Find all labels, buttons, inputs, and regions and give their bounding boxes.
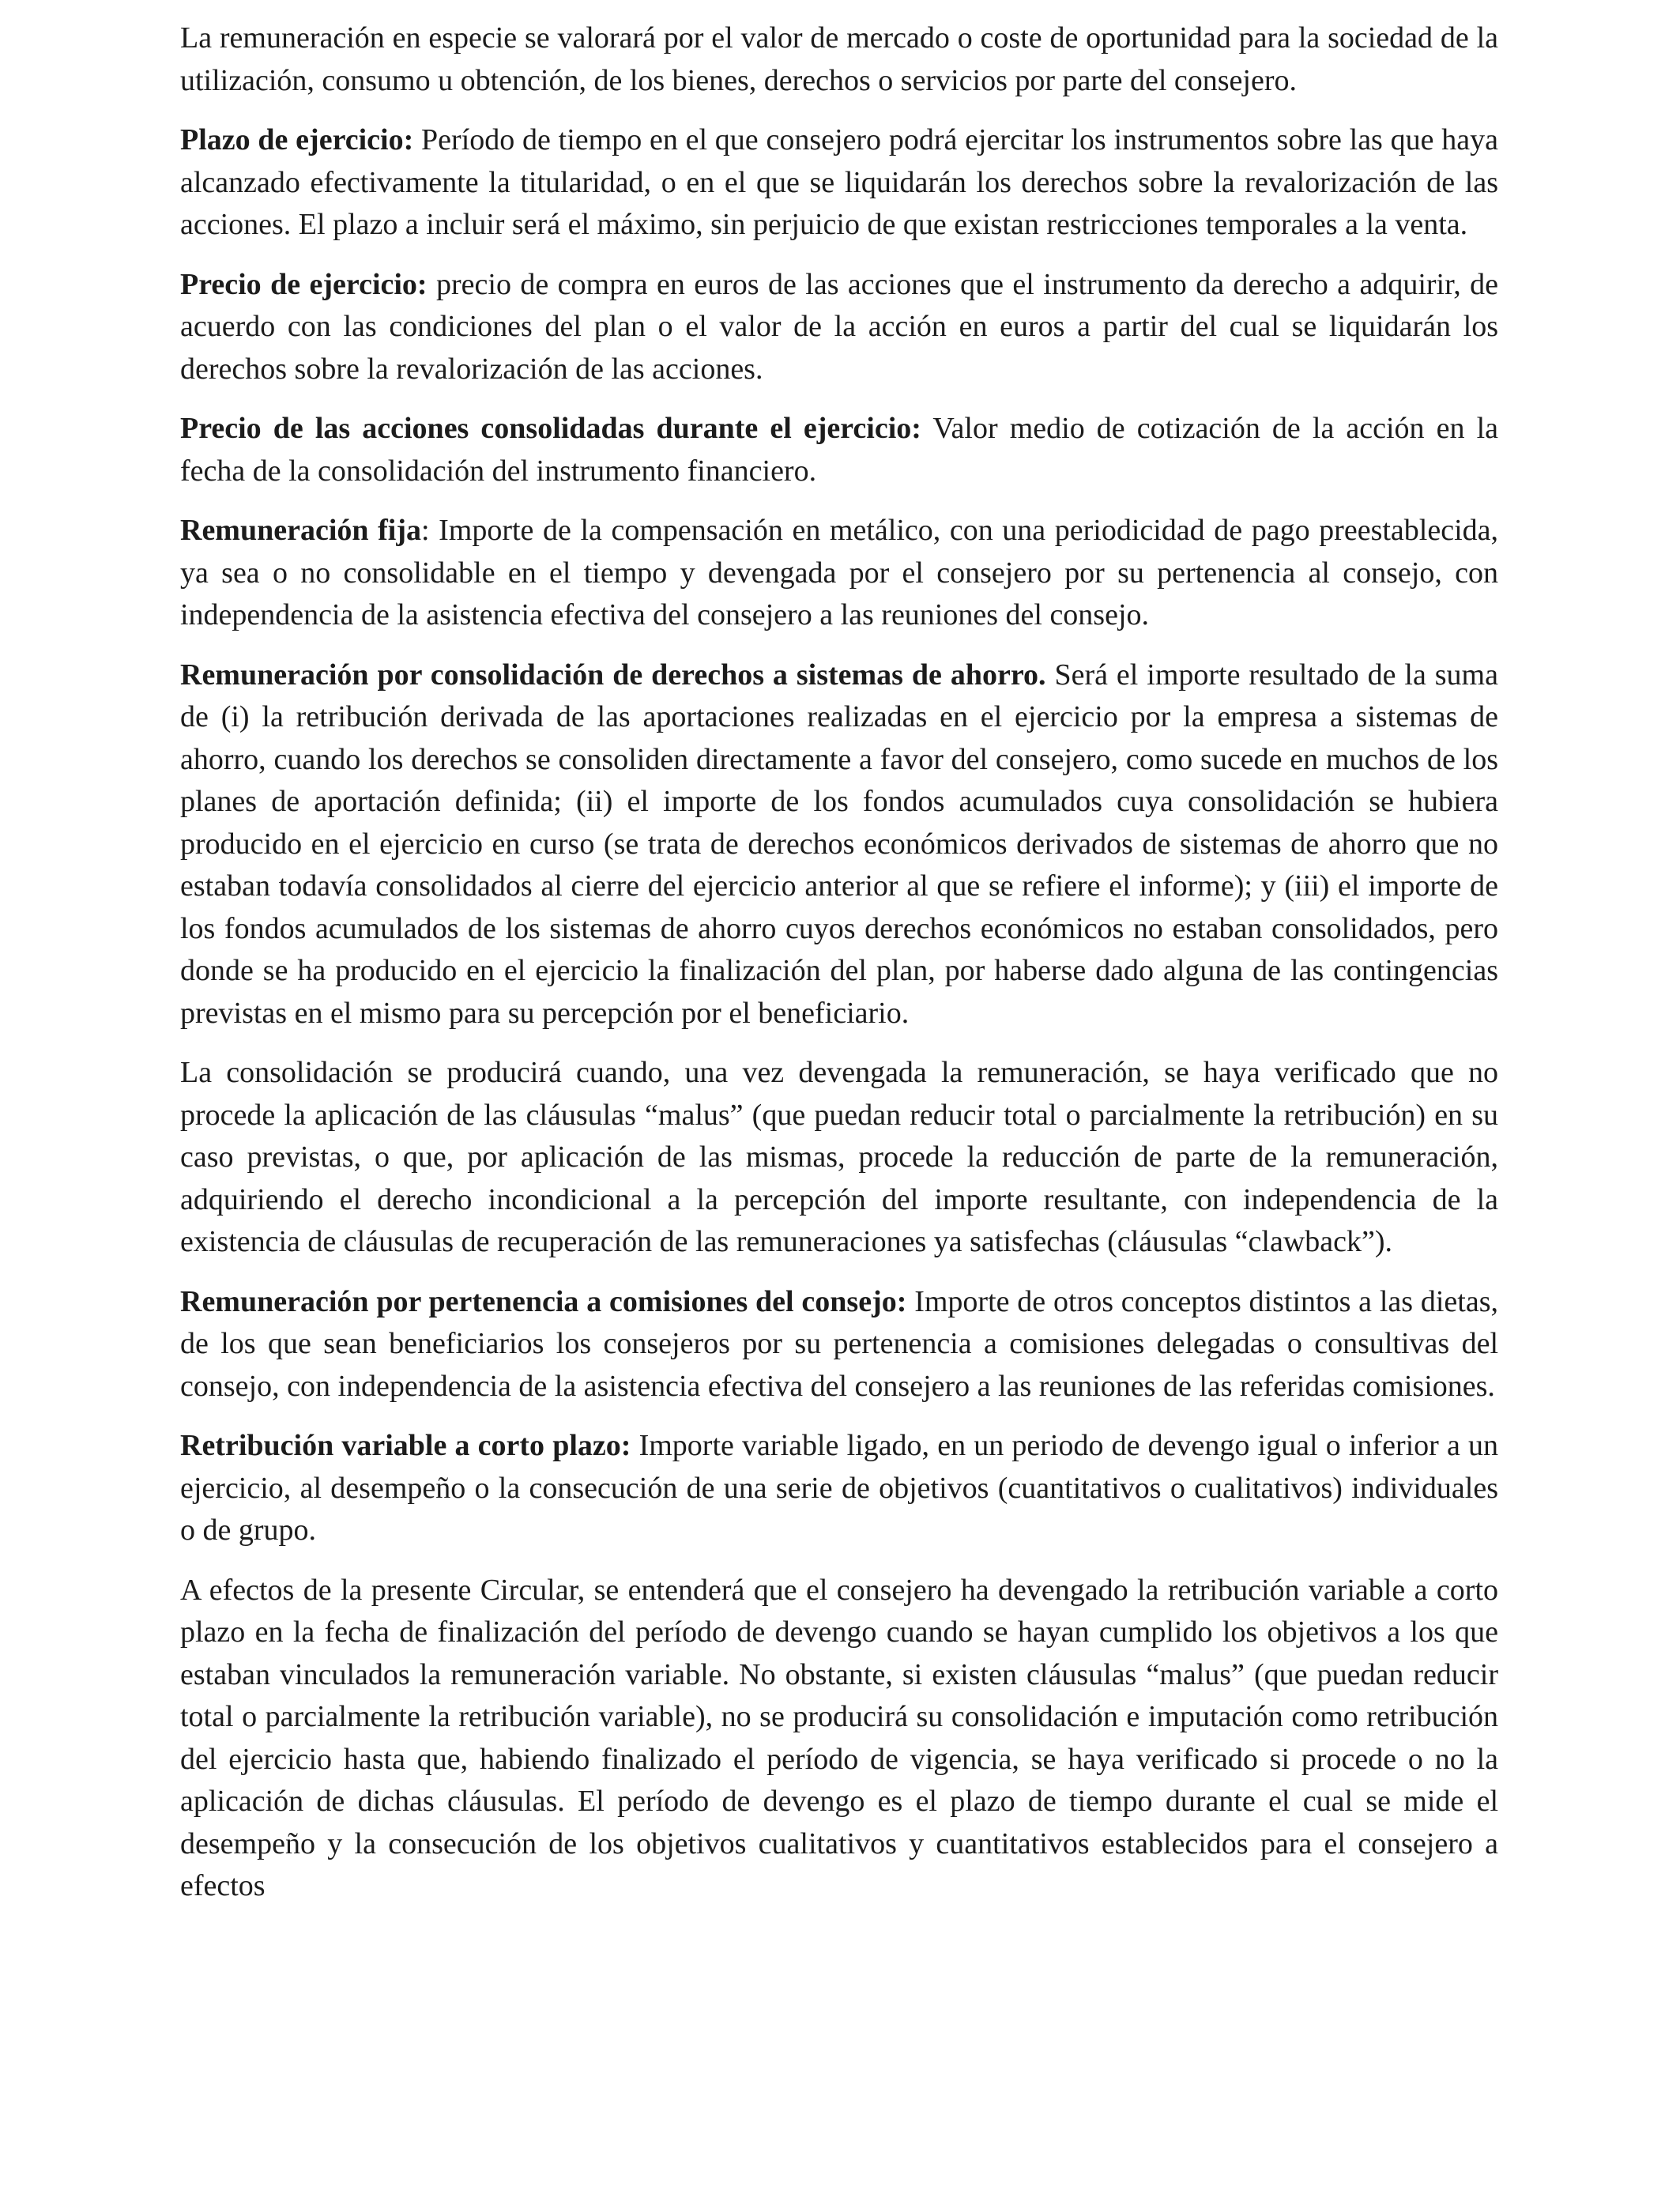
term-label: Remuneración por consolidación de derechos a sistemas de ahorro.: [180, 658, 1046, 692]
paragraph-text: Valor medio de cotización de la acción en la fecha de la consolidación del instrumento financiero.: [180, 412, 1498, 488]
paragraph-remuneracion-especie: [180, 17, 1498, 102]
paragraph-text: La consolidación se producirá cuando, una vez devengada la remuneración, se haya verificado que no procede la aplicación de las cláusulas “malus” (que puedan reducir total o parcialmente la retribución) en su caso previstas, o que, por aplicación de las mismas, procede la reducción de parte de la remuneración, adquiriendo el derecho incondicional a la percepción del importe resultante, con independencia de la existencia de cláusulas de recuperación de las remuneraciones ya satisfechas (cláusulas “clawback”).: [180, 1056, 1498, 1258]
paragraph-text: La remuneración en especie se valorará por el valor de mercado o coste de oportunidad para la sociedad de la utilización, consumo u obtención, de los bienes, derechos o servicios por parte del consejero.: [180, 21, 1498, 97]
term-label: Precio de ejercicio:: [180, 267, 428, 301]
term-label: Remuneración fija: [180, 514, 421, 547]
paragraph-text: Importe variable ligado, en un periodo de devengo igual o inferior a un ejercicio, al desempeño o la consecución de una serie de objetivos (cuantitativos o cualitativos) individuales o de grupo.: [180, 1429, 1498, 1547]
paragraph-text: Importe de otros conceptos distintos a las dietas, de los que sean beneficiarios los consejeros por su pertenencia a comisiones delegadas o consultivas del consejo, con independencia de la asistencia efectiva del consejero a las reuniones de las referidas comisiones.: [180, 1284, 1499, 1403]
paragraph-remuneracion-fija: [180, 510, 1498, 637]
paragraph-retribucion-variable-corto-plazo: [180, 1425, 1498, 1552]
paragraph-remuneracion-sistemas-ahorro: [180, 654, 1498, 1035]
paragraph-consolidacion: [180, 1052, 1498, 1264]
term-label: Remuneración por pertenencia a comisiones del consejo:: [180, 1284, 907, 1318]
paragraph-remuneracion-comisiones: [180, 1281, 1498, 1408]
paragraph-text: Será el importe resultado de la suma de (i) la retribución derivada de las aportaciones realizadas en el ejercicio por la empresa a sistemas de ahorro, cuando los derechos se consoliden directamente a favor del consejero, como sucede en muchos de los planes de aportación definida; (ii) el importe de los fondos acumulados cuya consolidación se hubiera producido en el ejercicio en curso (se trata de derechos económicos derivados de sistemas de ahorro que no estaban todavía consolidados al cierre del ejercicio anterior al que se refiere el informe); y (iii) el importe de los fondos acumulados de los sistemas de ahorro cuyos derechos económicos no estaban consolidados, pero donde se ha producido en el ejercicio la finalización del plan, por haberse dado alguna de las contingencias previstas en el mismo para su percepción por el beneficiario.: [180, 658, 1498, 1030]
paragraph-text: Período de tiempo en el que consejero podrá ejercitar los instrumentos sobre las que haya alcanzado efectivamente la titularidad, o en el que se liquidarán los derechos sobre la revalorización de las acciones. El plazo a incluir será el máximo, sin perjuicio de que existan restricciones temporales a la venta.: [180, 123, 1498, 241]
paragraph-text: precio de compra en euros de las acciones que el instrumento da derecho a adquirir, de acuerdo con las condiciones del plan o el valor de la acción en euros a partir del cual se liquidarán los derechos sobre la revalorización de las acciones.: [180, 267, 1499, 386]
paragraph-precio-acciones-consolidadas: [180, 408, 1498, 492]
term-label: Precio de las acciones consolidadas durante el ejercicio:: [180, 412, 921, 445]
paragraph-text: : Importe de la compensación en metálico, con una periodicidad de pago preestablecida, ya sea o no consolidable en el tiempo y devengada por el consejero por su pertenencia al consejo, con independencia de la asistencia efectiva del consejero a las reuniones del consejo.: [180, 514, 1498, 631]
paragraph-efectos-circular: [180, 1570, 1498, 1908]
term-label: Plazo de ejercicio:: [180, 123, 414, 156]
paragraph-precio-ejercicio: [180, 264, 1498, 391]
paragraph-plazo-ejercicio: [180, 119, 1498, 247]
term-label: Retribución variable a corto plazo:: [180, 1429, 631, 1462]
paragraph-text: A efectos de la presente Circular, se entenderá que el consejero ha devengado la retribución variable a corto plazo en la fecha de finalización del período de devengo cuando se hayan cumplido los objetivos a los que estaban vinculados la remuneración variable. No obstante, si existen cláusulas “malus” (que puedan reducir total o parcialmente la retribución variable), no se producirá su consolidación e imputación como retribución del ejercicio hasta que, habiendo finalizado el período de vigencia, se haya verificado si procede o no la aplicación de dichas cláusulas. El período de devengo es el plazo de tiempo durante el cual se mide el desempeño y la consecución de los objetivos cualitativos y cuantitativos establecidos para el consejero a efectos: [180, 1573, 1498, 1902]
